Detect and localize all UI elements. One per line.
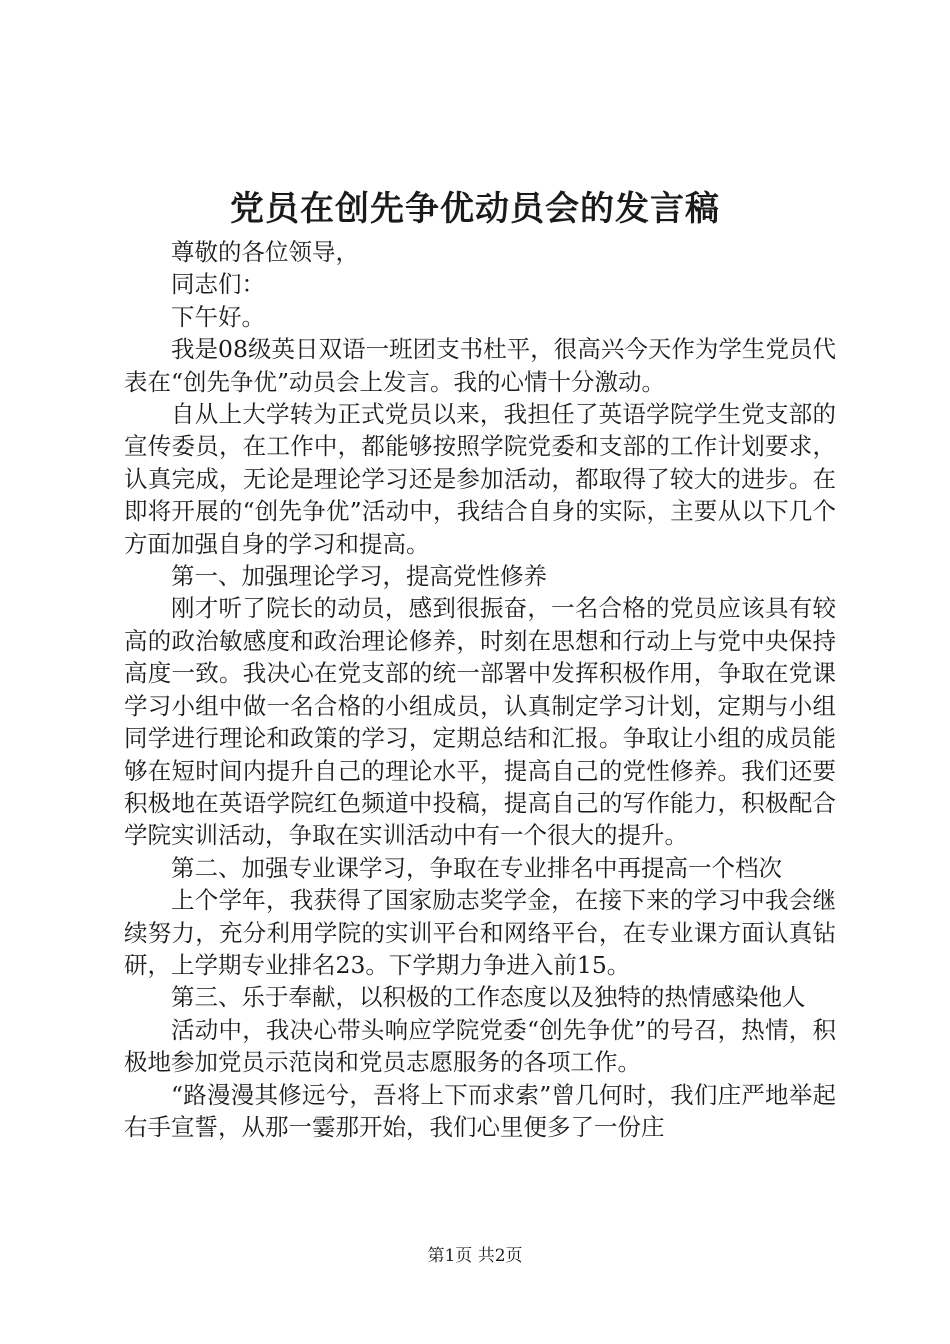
page-footer: 第1页 共2页 xyxy=(427,1246,523,1266)
paragraph-point-one: 刚才听了院长的动员，感到很振奋，一名合格的党员应该具有较高的政治敏感度和政治理论修养，时刻在思想和行动上与党中央保持高度一致。我决心在党支部的统一部署中发挥积极作用，争取在党课学习小组中做一名合格的小组成员，认真制定学习计划，定期与小组同学进行理论和政策的学习，定期总结和汇报。争取让小组的成员能够在短时间内提升自己的理论水平，提高自己的党性修养。我们还要积极地在英语学院红色频道中投稿，提高自己的写作能力，积极配合学院实训活动，争取在实训活动中有一个很大的提升。 xyxy=(124,594,836,850)
heading-point-two: 第二、加强专业课学习，争取在专业排名中再提高一个档次 xyxy=(171,853,782,882)
paragraph-quote: “路漫漫其修远兮，吾将上下而求索”曾几何时，我们庄严地举起右手宣誓，从那一霎那开始，我们心里便多了一份庄 xyxy=(124,1080,836,1141)
paragraph-point-two: 上个学年，我获得了国家励志奖学金，在接下来的学习中我会继续努力，充分利用学院的实训平台和网络平台，在专业课方面认真钻研，上学期专业排名23。下学期力争进入前15。 xyxy=(124,886,836,979)
document-title: 党员在创先争优动员会的发言稿 xyxy=(230,189,720,229)
paragraph-intro: 我是08级英日双语一班团支书杜平，很高兴今天作为学生党员代表在“创先争优”动员会上发言。我的心情十分激动。 xyxy=(124,335,836,396)
paragraph-greeting: 下午好。 xyxy=(171,302,265,331)
heading-point-three: 第三、乐于奉献，以积极的工作态度以及独特的热情感染他人 xyxy=(171,983,806,1012)
paragraph-background: 自从上大学转为正式党员以来，我担任了英语学院学生党支部的宣传委员，在工作中，都能够按照学院党委和支部的工作计划要求，认真完成，无论是理论学习还是参加活动，都取得了较大的进步。在即将开展的“创先争优”活动中，我结合自身的实际，主要从以下几个方面加强自身的学习和提高。 xyxy=(124,400,836,558)
heading-point-one: 第一、加强理论学习，提高党性修养 xyxy=(171,562,547,591)
paragraph-salutation: 尊敬的各位领导， xyxy=(171,238,359,266)
document-body xyxy=(124,236,836,1143)
paragraph-point-three: 活动中，我决心带头响应学院党委“创先争优”的号召，热情，积极地参加党员示范岗和党员志愿服务的各项工作。 xyxy=(124,1015,836,1077)
paragraph-comrades: 同志们： xyxy=(171,270,265,299)
